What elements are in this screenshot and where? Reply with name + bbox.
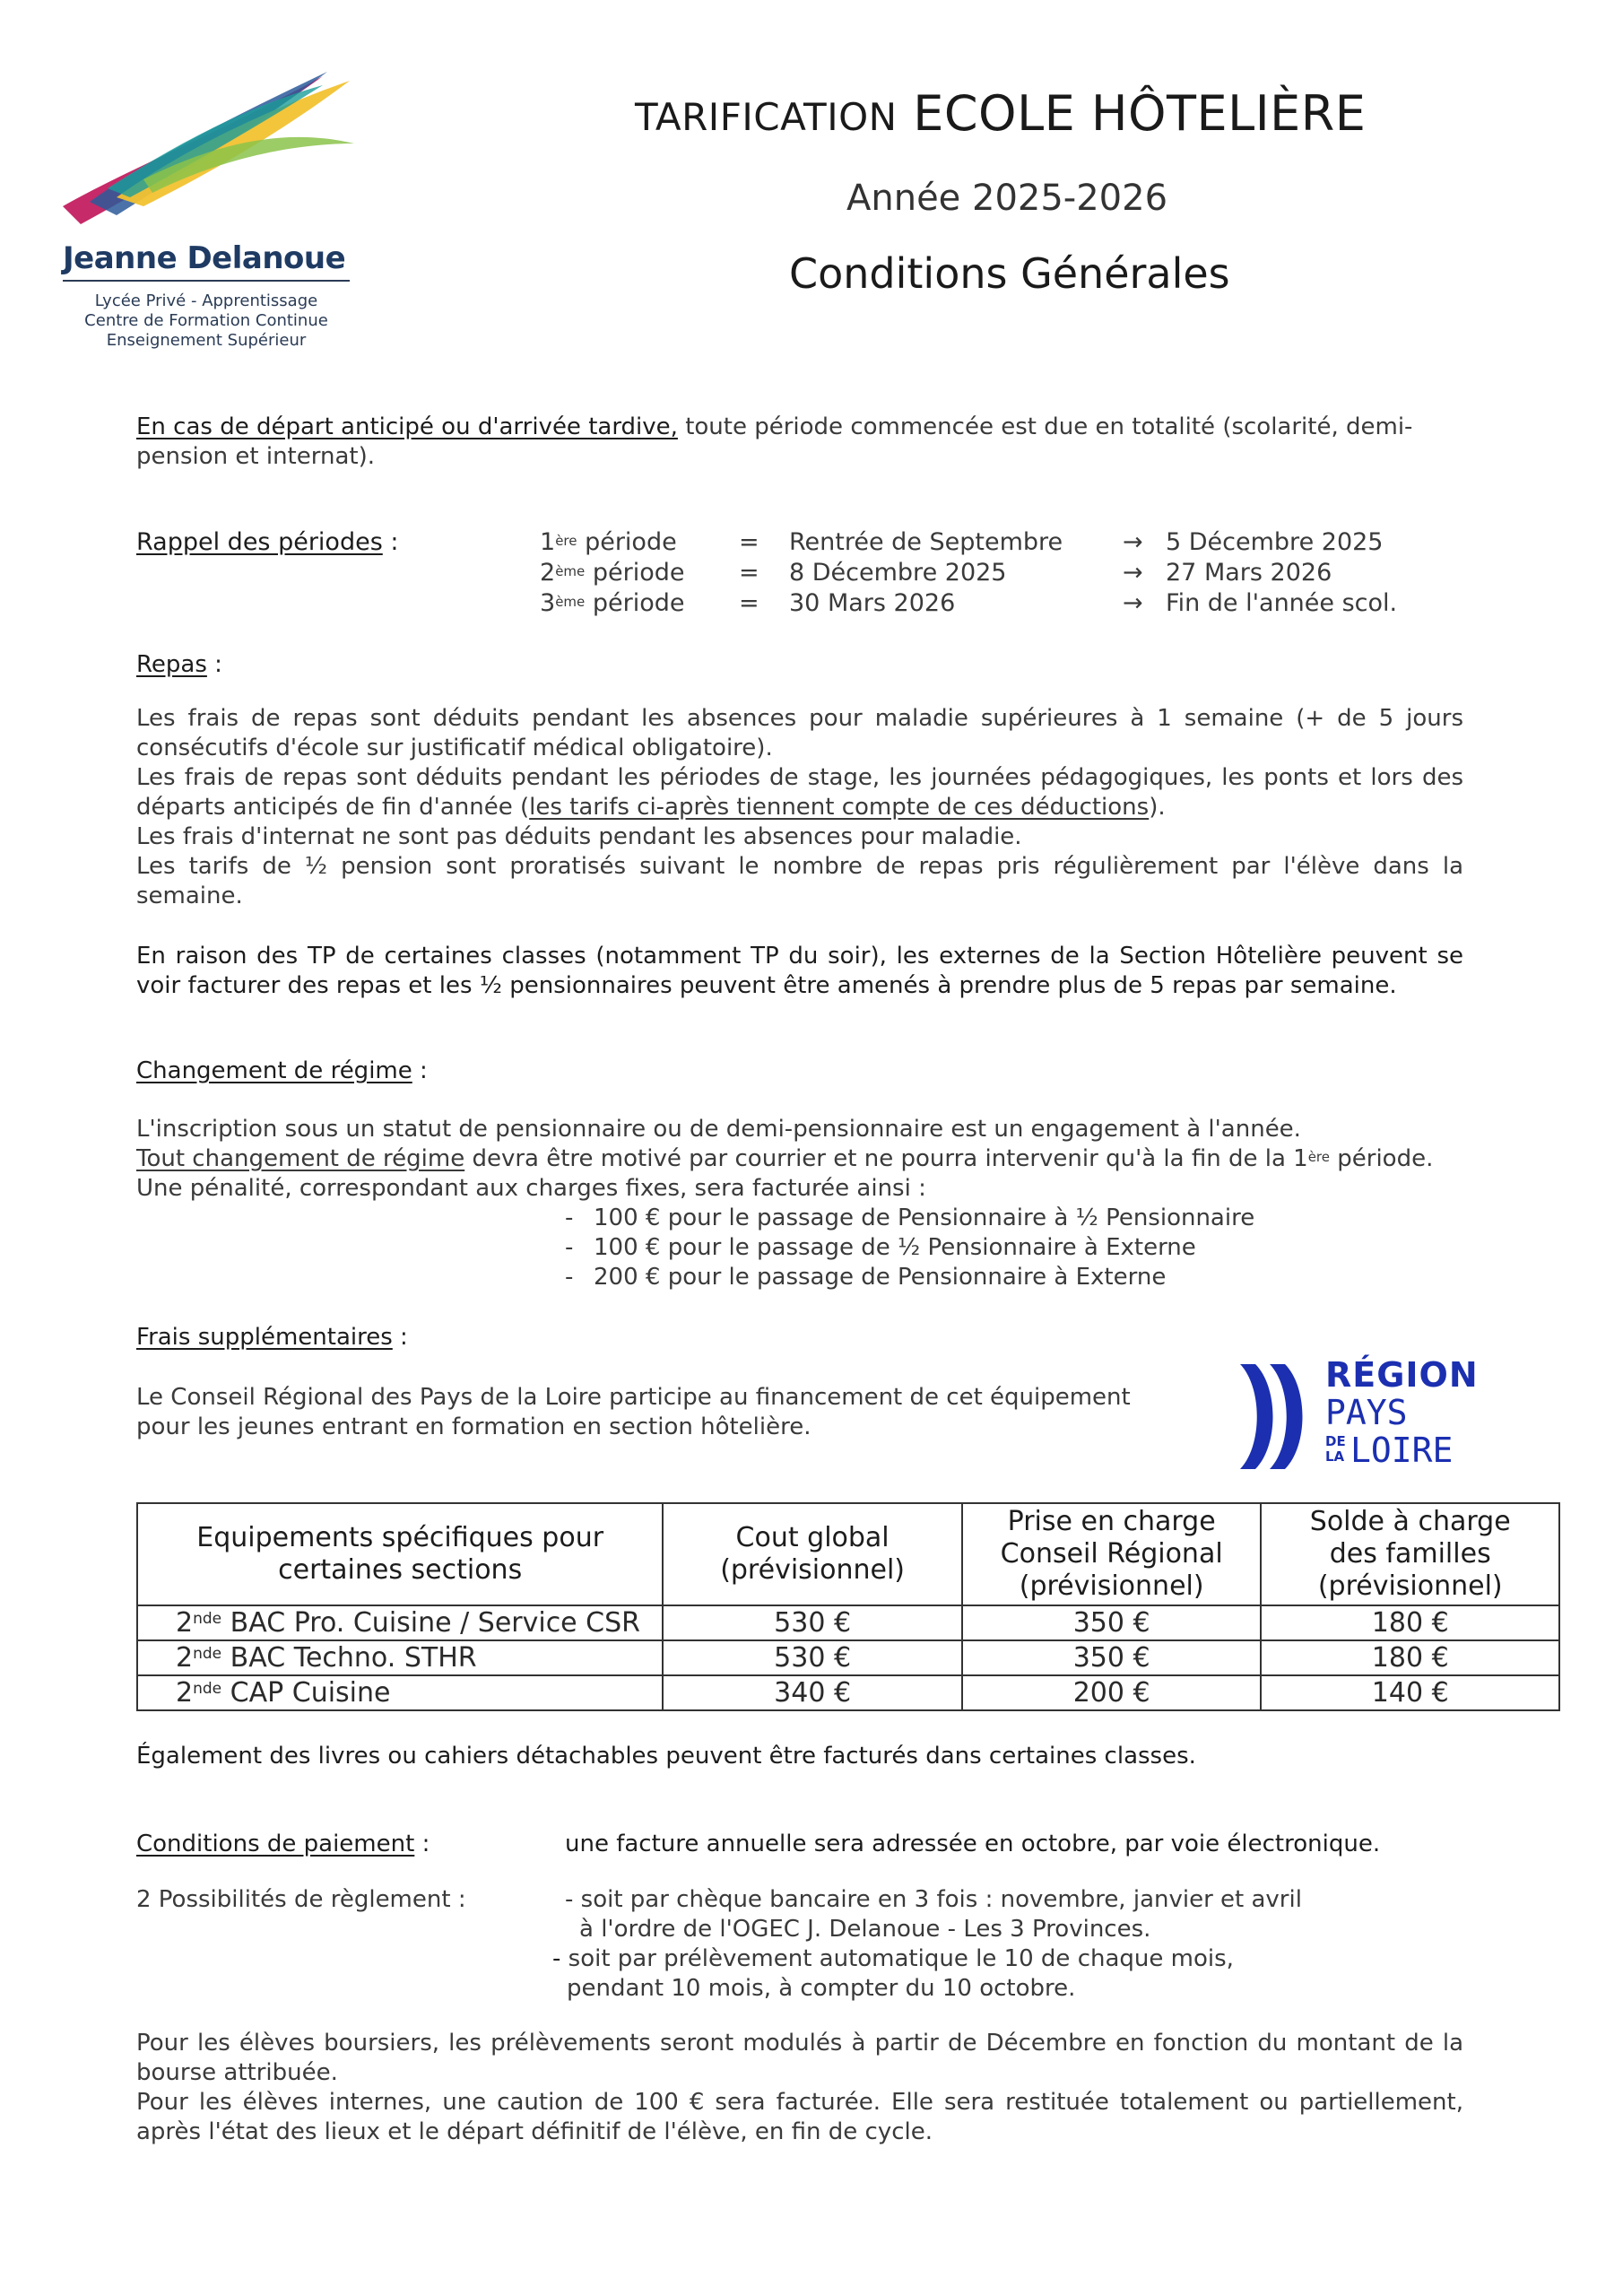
meals-heading-label: Repas (136, 651, 207, 678)
payment-options (552, 1885, 1302, 2004)
meals-note: En raison des TP de certaines classes (notamment TP du soir), les externes de la Section Hôtelière peuvent se voir facturer des repas et les ½ pensionnaires peuvent être amenés à prendre plus de 5 repas par semaine. (136, 943, 1463, 999)
table-cell-family: 180 € (1261, 1640, 1559, 1675)
meals-heading (136, 650, 222, 680)
equipment-table (136, 1502, 1560, 1711)
title-main: ECOLE HÔTELIÈRE (913, 85, 1367, 142)
penalty-list (565, 1204, 1254, 1292)
period-equals: = (739, 528, 759, 556)
payment-option-cheque-line-2: à l'ordre de l'OGEC J. Delanoue - Les 3 Provinces. (579, 1916, 1151, 1943)
extra-heading-label: Frais supplémentaires (136, 1324, 393, 1351)
meals-paragraphs (136, 704, 1463, 911)
penalty-item: - 100 € pour le passage de Pensionnaire à ½ Pensionnaire (565, 1205, 1255, 1231)
extra-line: pour les jeunes entrant en formation en section hôtelière. (136, 1413, 812, 1440)
payment-heading-suffix: : (414, 1831, 430, 1857)
logo-subtitle-line: Centre de Formation Continue (84, 311, 328, 330)
regime-paragraph: L'inscription sous un statut de pensionnaire ou de demi-pensionnaire est un engagement à l'année. (136, 1116, 1301, 1143)
departure-paragraph (136, 413, 1463, 472)
penalty-item: - 200 € pour le passage de Pensionnaire à Externe (565, 1264, 1167, 1291)
logo-divider (63, 280, 350, 282)
period-start: 30 Mars 2026 (789, 589, 956, 617)
meals-paragraph: Les tarifs de ½ pension sont proratisés suivant le nombre de repas pris régulièrement par l'élève dans la semaine. (136, 853, 1463, 909)
region-logo-line-3: LOIRE (1350, 1431, 1454, 1470)
table-header: Solde à charge des familles (prévisionnel) (1261, 1503, 1559, 1605)
table-cell-section: 2nde BAC Pro. Cuisine / Service CSR (137, 1605, 663, 1640)
school-year: Année 2025-2026 (846, 178, 1168, 219)
payment-heading-label: Conditions de paiement (136, 1831, 415, 1857)
title-prefix: TARIFICATION (635, 95, 898, 139)
table-cell-region: 350 € (962, 1605, 1262, 1640)
meals-deductions-note: les tarifs ci-après tiennent compte de ces déductions (529, 794, 1150, 821)
logo-swoosh-graphic (54, 72, 359, 242)
regime-heading-label: Changement de régime (136, 1057, 412, 1084)
payment-option-cheque: - soit par chèque bancaire en 3 fois : novembre, janvier et avril (565, 1886, 1302, 1913)
arrow-icon: → (1123, 559, 1143, 587)
extra-heading (136, 1323, 408, 1352)
region-logo-brackets-icon (1236, 1361, 1316, 1473)
payment-invoice: une facture annuelle sera adressée en octobre, par voie électronique. (565, 1831, 1381, 1857)
period-end: 27 Mars 2026 (1166, 559, 1332, 587)
departure-text-2: pension et internat). (136, 443, 375, 470)
payment-notes (136, 2029, 1463, 2147)
table-row (137, 1605, 1559, 1640)
period-label: 1ère période (540, 528, 677, 556)
regime-paragraph: Tout changement de régime devra être motivé par courrier et ne pourra intervenir qu'à la fin de la 1ère période. (136, 1145, 1434, 1172)
departure-heading: En cas de départ anticipé ou d'arrivée tardive, (136, 413, 678, 440)
period-end: Fin de l'année scol. (1166, 589, 1398, 617)
periods-heading (136, 527, 398, 558)
meals-heading-suffix: : (206, 651, 222, 678)
logo-subtitle-line: Enseignement Supérieur (106, 331, 307, 350)
logo-subtitle-line: Lycée Privé - Apprentissage (94, 291, 318, 310)
regime-heading-suffix: : (412, 1057, 428, 1084)
meals-paragraph: Les frais de repas sont déduits pendant les absences pour maladie supérieures à 1 semaine (+ de 5 jours consécutifs d'école sur justificatif médical obligatoire). (136, 705, 1463, 761)
table-cell-global: 530 € (663, 1640, 961, 1675)
table-header-row (137, 1503, 1559, 1605)
payment-option-debit-line-2: pendant 10 mois, à compter du 10 octobre. (567, 1975, 1076, 2002)
table-cell-family: 140 € (1261, 1675, 1559, 1710)
payment-option-debit: - soit par prélèvement automatique le 10 de chaque mois, (552, 1945, 1234, 1972)
payment-heading (136, 1830, 430, 1859)
table-cell-global: 530 € (663, 1605, 961, 1640)
table-cell-region: 350 € (962, 1640, 1262, 1675)
periods-heading-label: Rappel des périodes (136, 528, 383, 556)
meals-paragraph: Les frais de repas sont déduits pendant les périodes de stage, les journées pédagogiques, les ponts et lors des départs anticipés de fin d'année (les tarifs ci-après tiennent compte de ces déductions). (136, 764, 1463, 821)
extra-line: Le Conseil Régional des Pays de la Loire participe au financement de cet équipement (136, 1384, 1131, 1411)
logo-subtitle (63, 291, 350, 351)
table-header: Prise en charge Conseil Régional (prévisionnel) (962, 1503, 1262, 1605)
extra-paragraph (136, 1383, 1131, 1442)
payment-options-label: 2 Possibilités de règlement : (136, 1886, 466, 1913)
table-cell-section: 2nde CAP Cuisine (137, 1675, 663, 1710)
table-cell-global: 340 € (663, 1675, 961, 1710)
regime-paragraphs (136, 1115, 1472, 1204)
period-start: Rentrée de Septembre (789, 528, 1063, 556)
payment-note-internes: Pour les élèves internes, une caution de 100 € sera facturée. Elle sera restituée totalement ou partiellement, après l'état des lieux et le départ définitif de l'élève, en fin de cycle. (136, 2089, 1463, 2145)
regime-change-link: Tout changement de régime (136, 1145, 465, 1172)
table-cell-section: 2nde BAC Techno. STHR (137, 1640, 663, 1675)
period-label: 2ème période (540, 559, 685, 587)
penalty-item: - 100 € pour le passage de ½ Pensionnaire à Externe (565, 1234, 1196, 1261)
books-note: Également des livres ou cahiers détachables peuvent être facturés dans certaines classes. (136, 1743, 1196, 1770)
period-start: 8 Décembre 2025 (789, 559, 1007, 587)
table-header: Cout global (prévisionnel) (663, 1503, 961, 1605)
departure-text: toute période commencée est due en totalité (scolarité, demi- (677, 413, 1413, 440)
period-equals: = (739, 589, 759, 617)
arrow-icon: → (1123, 528, 1143, 556)
arrow-icon: → (1123, 589, 1143, 617)
table-cell-region: 200 € (962, 1675, 1262, 1710)
regime-paragraph: Une pénalité, correspondant aux charges fixes, sera facturée ainsi : (136, 1175, 926, 1202)
table-row (137, 1675, 1559, 1710)
period-equals: = (739, 559, 759, 587)
regime-heading (136, 1057, 428, 1086)
meals-paragraph: Les frais d'internat ne sont pas déduits pendant les absences pour maladie. (136, 823, 1022, 850)
region-logo-line-1: RÉGION (1325, 1355, 1479, 1395)
extra-heading-suffix: : (392, 1324, 408, 1351)
page-title (635, 85, 1366, 142)
periods-heading-suffix: : (382, 528, 399, 556)
page-subtitle: Conditions Générales (789, 249, 1230, 298)
period-end: 5 Décembre 2025 (1166, 528, 1384, 556)
region-logo-de-la: DE LA (1325, 1433, 1346, 1465)
payment-note-boursiers: Pour les élèves boursiers, les prélèvements seront modulés à partir de Décembre en fonction du montant de la bourse attribuée. (136, 2030, 1463, 2086)
table-row (137, 1640, 1559, 1675)
period-label: 3ème période (540, 589, 685, 617)
region-pays-de-la-loire-logo (1236, 1355, 1479, 1475)
logo-brand-name: Jeanne Delanoue (63, 240, 346, 276)
table-cell-family: 180 € (1261, 1605, 1559, 1640)
table-header: Equipements spécifiques pour certaines sections (137, 1503, 663, 1605)
region-logo-line-2: PAYS (1325, 1393, 1408, 1432)
